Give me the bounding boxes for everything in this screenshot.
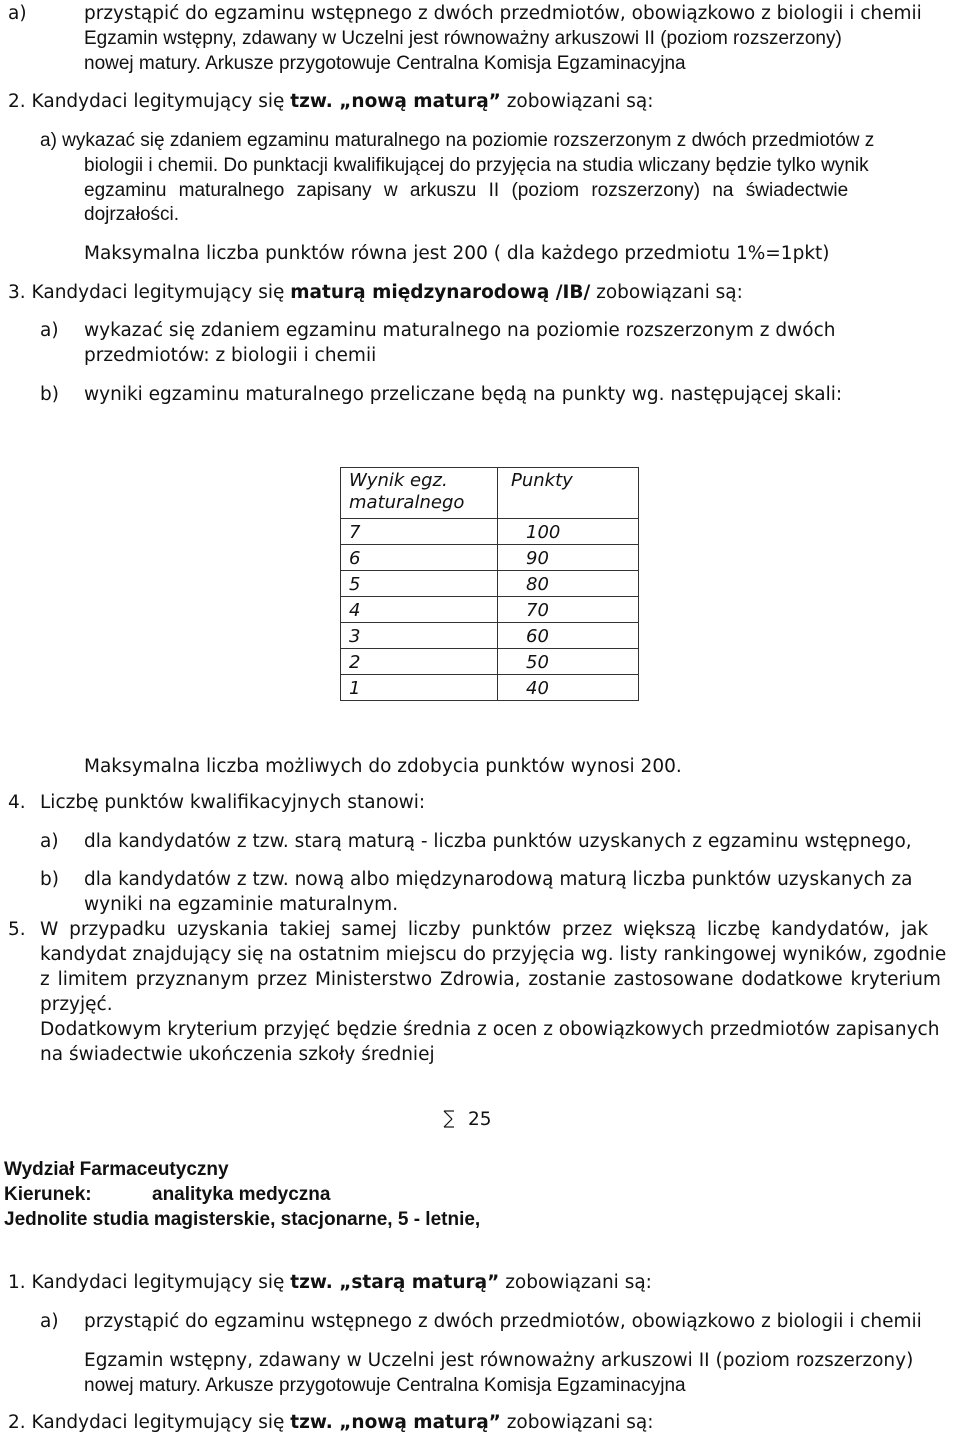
text-line: W przypadku uzyskania takiej samej liczby punktów przez większą liczbę kandydatów, jak — [40, 919, 929, 940]
heading-text: Kandydaci legitymujący się — [31, 1412, 291, 1433]
table-row — [341, 649, 639, 675]
field-value: analityka medyczna — [152, 1184, 331, 1205]
item-label: a) — [40, 1311, 59, 1332]
heading-text-end: zobowiązani są: — [499, 1272, 652, 1293]
cell-wynik: 4 — [341, 597, 498, 623]
cell-punkty: 80 — [498, 571, 639, 597]
text-line: Egzamin wstępny, zdawany w Uczelni jest równoważny arkuszowi II (poziom rozszerzony) — [84, 28, 842, 49]
table-header-cell — [341, 468, 498, 519]
heading-text-end: zobowiązani są: — [590, 282, 743, 303]
text-line: dla kandydatów z tzw. nową albo międzynarodową maturą liczba punktów uzyskanych za — [84, 869, 913, 890]
paragraph-number: 2. — [8, 91, 26, 112]
cell-wynik: 7 — [341, 519, 498, 545]
paragraph-number: 1. — [8, 1272, 26, 1293]
heading-bold: tzw. „starą maturą” — [290, 1272, 500, 1293]
item-label: a) — [40, 320, 59, 341]
cell-wynik: 2 — [341, 649, 498, 675]
paragraph-number: 4. — [8, 792, 26, 813]
heading-text-end: zobowiązani są: — [500, 91, 654, 112]
table-row — [341, 675, 639, 701]
table-row — [341, 597, 639, 623]
text-line: przyjęć. — [40, 994, 113, 1015]
cell-punkty: 40 — [498, 675, 639, 701]
text-line: wyniki egzaminu maturalnego przeliczane będą na punkty wg. następującej skali: — [84, 384, 843, 405]
page-corner-icon — [442, 1107, 462, 1131]
cell-wynik: 5 — [341, 571, 498, 597]
max-points-note: Maksymalna liczba punktów równa jest 200 ( dla każdego przedmiotu 1%=1pkt) — [84, 243, 830, 264]
study-mode: Jednolite studia magisterskie, stacjonarne, 5 - letnie, — [4, 1209, 481, 1230]
cell-punkty: 60 — [498, 623, 639, 649]
table-header-row — [341, 468, 639, 519]
heading-text: Kandydaci legitymujący się — [31, 282, 291, 303]
score-table — [340, 467, 639, 701]
item-label: b) — [40, 384, 59, 405]
text-line: przystąpić do egzaminu wstępnego z dwóch przedmiotów, obowiązkowo z biologii i chemii — [84, 3, 922, 24]
heading-bold-matura: „nową maturą” — [332, 91, 501, 112]
table-row — [341, 571, 639, 597]
text-part: Do punktacji kwalifikującej do przyjęcia na studia wliczany będzie tylko wynik — [218, 155, 869, 176]
heading-bold: maturą międzynarodową /IB/ — [290, 282, 591, 303]
text-line: nowej matury. Arkusze przygotowuje Centralna Komisja Egzaminacyjna — [84, 1375, 686, 1396]
paragraph-heading — [8, 1412, 653, 1434]
cell-punkty: 100 — [498, 519, 639, 545]
heading-bold-tzw: tzw. — [290, 91, 333, 112]
item-label: a) — [40, 831, 59, 852]
cell-wynik: 1 — [341, 675, 498, 701]
text-line: Dodatkowym kryterium przyjęć będzie średnia z ocen z obowiązkowych przedmiotów zapisanych — [40, 1019, 940, 1040]
field-label: Kierunek: — [4, 1184, 92, 1205]
table-row — [341, 545, 639, 571]
paragraph-number: 2. — [8, 1412, 26, 1433]
cell-punkty: 90 — [498, 545, 639, 571]
text-line: a) wykazać się zdaniem egzaminu maturalnego na poziomie rozszerzonym z dwóch przedmiotów z — [40, 130, 875, 151]
text-line: wykazać się zdaniem egzaminu maturalnego na poziomie rozszerzonym z dwóch — [84, 320, 836, 341]
text-line: Egzamin wstępny, zdawany w Uczelni jest równoważny arkuszowi II (poziom rozszerzony) — [84, 1350, 914, 1371]
heading-text: Kandydaci legitymujący się — [31, 91, 291, 112]
text-line: kandydat znajdujący się na ostatnim miejscu do przyjęcia wg. listy rankingowej wyników, zgodnie — [40, 944, 947, 965]
cell-wynik: 6 — [341, 545, 498, 571]
paragraph-heading: Liczbę punktów kwalifikacyjnych stanowi: — [40, 792, 426, 813]
cell-punkty: 70 — [498, 597, 639, 623]
page-number: 25 — [468, 1109, 492, 1130]
text-line: wyniki na egzaminie maturalnym. — [84, 894, 399, 915]
item-label: b) — [40, 869, 59, 890]
item-label: a) — [8, 3, 27, 24]
cell-wynik: 3 — [341, 623, 498, 649]
paragraph-number: 3. — [8, 282, 26, 303]
table-header-cell: Punkty — [498, 468, 639, 519]
text-line — [84, 155, 869, 177]
table-row — [341, 623, 639, 649]
paragraph-heading — [8, 1272, 652, 1294]
paragraph-number: 5. — [8, 919, 26, 940]
heading-bold: tzw. „nową maturą” — [290, 1412, 501, 1433]
heading-text-end: zobowiązani są: — [500, 1412, 654, 1433]
text-part: biologii i chemii. — [84, 155, 219, 176]
header-wynik: Wynik egz. — [349, 470, 448, 491]
text-line: przystąpić do egzaminu wstępnego z dwóch przedmiotów, obowiązkowo z biologii i chemii — [84, 1311, 922, 1332]
table-row — [341, 519, 639, 545]
text-line: egzaminu maturalnego zapisany w arkuszu II (poziom rozszerzony) na świadectwie — [84, 180, 849, 201]
text-line: dla kandydatów z tzw. starą maturą - liczba punktów uzyskanych z egzaminu wstępnego, — [84, 831, 912, 852]
header-maturalnego: maturalnego — [349, 492, 465, 513]
cell-punkty: 50 — [498, 649, 639, 675]
paragraph-heading — [8, 91, 653, 113]
text-line: przedmiotów: z biologii i chemii — [84, 345, 377, 366]
text-line: z limitem przyznanym przez Ministerstwo Zdrowia, zostanie zastosowane dodatkowe kryterium — [40, 969, 941, 990]
max-points-note: Maksymalna liczba możliwych do zdobycia punktów wynosi 200. — [84, 756, 682, 777]
text-line: nowej matury. Arkusze przygotowuje Centralna Komisja Egzaminacyjna — [84, 53, 686, 74]
text-line: na świadectwie ukończenia szkoły średniej — [40, 1044, 435, 1065]
paragraph-heading — [8, 282, 743, 304]
faculty-name: Wydział Farmaceutyczny — [4, 1159, 229, 1180]
text-line: dojrzałości. — [84, 204, 180, 225]
heading-text: Kandydaci legitymujący się — [31, 1272, 291, 1293]
